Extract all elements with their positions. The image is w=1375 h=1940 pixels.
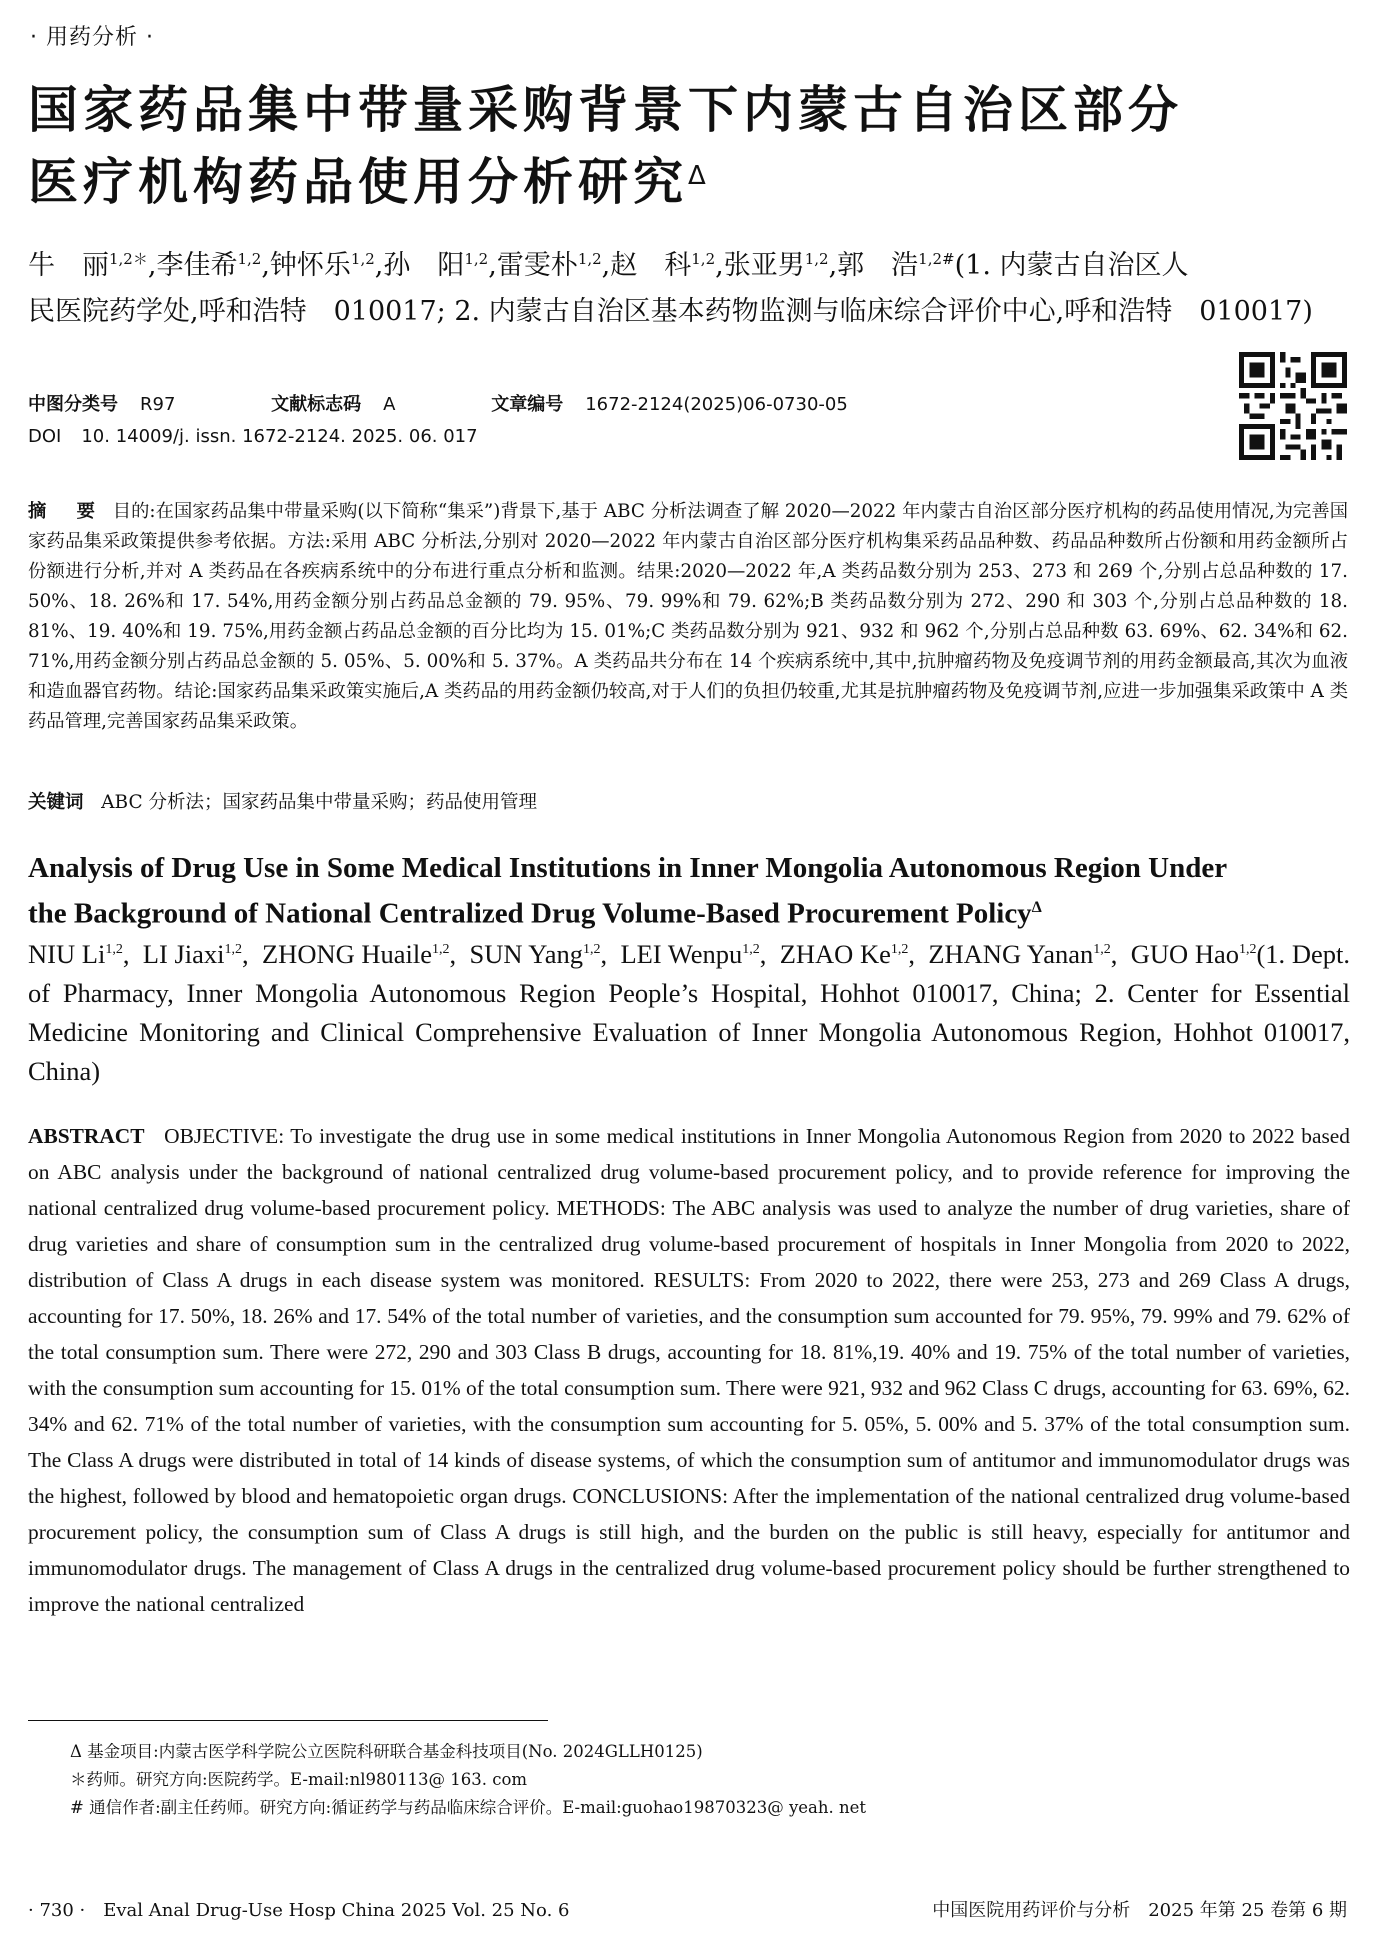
footnote-funding: Δ 基金项目:内蒙古医学科学院公立医院科研联合基金科技项目(No. 2024GLLH0125) [70,1742,703,1761]
footer-right: 中国医院用药评价与分析 2025 年第 25 卷第 6 期 [932,1900,1347,1921]
abstract-cn-label: 摘 要 [28,501,102,522]
keywords-cn [28,788,537,814]
keywords-cn-label: 关键词 [28,792,84,813]
author-en-sup: 1,2 [105,942,123,957]
authors-en: NIU Li$^{1,2}$, LI Jiaxi$^{1,2}$, ZHONG Huaile$^{1,2}$, SUN Yang$^{1,2}$, LEI Wenpu$^{1,2}$, ZHAO Ke$^{1,2}$, ZHANG Yanan$^{1,2}$, GUO Hao$^{1,2}$(1. Dept. of Pharmacy, Inner Mongolia Autonomous Region People’s Hospital, Hohhot 010017, China; 2. Center for Essential Medicine Monitoring and Clinical Comprehensive Evaluation of Inner Mongolia Autonomous Region, Hohhot 010017, China) [28,938,1350,1086]
author-en-name: LI Jiaxi [142,938,225,969]
authors-cn: 牛 丽$^{1,2*}$,李佳希$^{1,2}$,钟怀乐$^{1,2}$,孙 阳$^{1,2}$,雷雯朴$^{1,2}$,赵 科$^{1,2}$,张亚男$^{1,2}$,郭 浩$^{1,2\#}$(1. 内蒙古自治区人 民医院药学处,呼和浩特 010017; 2. 内蒙古自治区基本药物监测与临床综合评价中心,呼和浩特 010017) [28,236,1348,335]
title-line-1: 国家药品集中带量采购背景下内蒙古自治区部分 [28,81,1183,139]
doi-label: DOI [28,426,62,447]
affiliation-cn: (1. 内蒙古自治区人 [954,250,1189,281]
abstract-cn-text: 目的:在国家药品集中带量采购(以下简称“集采”)背景下,基于 ABC 分析法调查了解 2020—2022 年内蒙古自治区部分医疗机构的药品使用情况,为完善国家药品集采政策提供参考依据。方法:采用 ABC 分析法,分别对 2020—2022 年内蒙古自治区部分医疗机构集采药品品种数、药品品种数所占份额和用药金额所占份额进行分析,并对 A 类药品在各疾病系统中的分布进行重点分析和监测。结果:2020—2022 年,A 类药品数分别为 253、273 和 269 个,分别占总品种数的 17. 50%、18. 26%和 17. 54%,用药金额分别占药品总金额的 79. 95%、79. 99%和 79. 62%;B 类药品数分别为 272、290 和 303 个,分别占总品种数的 18. 81%、19. 40%和 19. 75%,用药金额占药品总金额的百分比均为 15. 01%;C 类药品数分别为 921、932 和 962 个,分别占总品种数 63. 69%、62. 34%和 62. 71%,用药金额分别占药品总金额的 5. 05%、5. 00%和 5. 37%。A 类药品共分布在 14 个疾病系统中,其中,抗肿瘤药物及免疫调节剂的用药金额最高,其次为血液和造血器官药物。结论:国家药品集采政策实施后,A 类药品的用药金额仍较高,对于人们的负担仍较重,尤其是抗肿瘤药物及免疫调节剂,应进一步加强集采政策中 A 类药品管理,完善国家药品集采政策。 [28,501,1348,732]
title-en-mark: Δ [1031,899,1042,916]
title-en-line-1: Analysis of Drug Use in Some Medical Institutions in Inner Mongolia Autonomous Region Under [28,852,1228,884]
abstract-cn [28,497,1348,737]
meta-row [28,390,848,416]
title-line-2 [28,146,1348,218]
footnote-divider [28,1720,548,1721]
author-sup: 1,2 [804,250,829,268]
artno-label: 文章编号 [491,394,564,415]
title-mark: Δ [688,161,711,191]
author-en-sup: 1,2 [224,942,243,957]
author-en-name: ZHONG Huaile [262,938,433,969]
author-sup: 1,2# [918,250,955,268]
author-name: 赵 科 [610,250,692,281]
author-name: 郭 浩 [837,250,919,281]
author-en-name: GUO Hao [1130,938,1239,969]
author-name: 孙 阳 [383,250,465,281]
title-en-line-2-text: the Background of National Centralized Drug Volume-Based Procurement Policy [28,897,1032,930]
doccode-value: A [383,394,396,415]
author-en-name: NIU Li [28,938,106,969]
author-sup: 1,2 [691,250,716,268]
doccode-label: 文献标志码 [271,394,362,415]
author-en-sup: 1,2 [890,942,909,957]
title-en [28,848,1353,934]
title-en-line-2 [28,888,1353,934]
author-en-sup: 1,2 [432,942,450,957]
abstract-en [28,1118,1350,1622]
author-en-sup: 1,2 [1093,942,1111,957]
author-sup: 1,2 [577,250,602,268]
abstract-en-text: OBJECTIVE: To investigate the drug use in some medical institutions in Inner Mongolia Autonomous Region from 2020 to 2022 based on ABC analysis under the background of national centralized drug volume-based procurement policy, and to provide reference for improving the national centralized drug volume-based procurement policy. METHODS: The ABC analysis was used to analyze the number of drug varieties, share of drug varieties and share of consumption sum in the centralized drug volume-based procurement of hospitals in Inner Mongolia from 2020 to 2022, distribution of Class A drugs in each disease system was monitored. RESULTS: From 2020 to 2022, there were 253, 273 and 269 Class A drugs, accounting for 17. 50%, 18. 26% and 17. 54% of the total number of varieties, and the consumption sum accounted for 79. 95%, 79. 99% and 79. 62% of the total consumption sum. There were 272, 290 and 303 Class B drugs, accounting for 18. 81%,19. 40% and 19. 75% of the total number of varieties, with the consumption sum accounting for 15. 01% of the total consumption sum. There were 921, 932 and 962 Class C drugs, accounting for 63. 69%, 62. 34% and 62. 71% of the total number of varieties, with the consumption sum accounting for 5. 05%, 5. 00% and 5. 37% of the total consumption sum. The Class A drugs were distributed in total of 14 kinds of disease systems, of which the consumption sum of antitumor and immunomodulator drugs was the highest, followed by blood and hematopoietic organ drugs. CONCLUSIONS: After the implementation of the national centralized drug volume-based procurement policy, the consumption sum of Class A drugs is still high, and the burden on the public is still heavy, especially for antitumor and immunomodulator drugs. The management of Class A drugs in the centralized drug volume-based procurement policy should be further strengthened to improve the national centralized [28,1124,1350,1616]
author-en-name: SUN Yang [469,938,583,969]
author-en-name: ZHAO Ke [779,938,891,969]
author-name: 钟怀乐 [269,250,351,281]
abstract-en-label: ABSTRACT [28,1124,145,1148]
author-sup: 1,2 [350,250,375,268]
title-line-2-text: 医疗机构药品使用分析研究 [28,153,688,211]
clc-value: R97 [140,394,176,415]
author-en-sup: 1,2 [742,942,760,957]
clc-label: 中图分类号 [28,394,118,415]
author-en-name: LEI Wenpu [620,938,743,969]
author-name: 雷雯朴 [496,250,578,281]
author-name: 李佳希 [156,250,238,281]
keywords-cn-text: ABC 分析法；国家药品集中带量采购；药品使用管理 [101,792,538,813]
affiliation-en: (1. Dept. of Pharmacy, Inner Mongolia Autonomous Region People’s Hospital, Hohhot 010017, China; 2. Center for Essential Medicine Monitoring and Clinical Comprehensive Evaluation of Inner Mongolia Autonomous Region, Hohhot 010017, China) [28,938,1350,1086]
author-en-sup: 1,2 [1238,942,1257,957]
footnote-author: ＊药师。研究方向:医院药学。E-mail:nl980113@ 163. com [70,1770,528,1789]
artno-value: 1672-2124(2025)06-0730-05 [585,394,848,415]
author-name: 张亚男 [723,250,805,281]
section-label: · 用药分析 · [30,25,154,50]
affiliation-cn-line-2: 民医院药学处,呼和浩特 010017; 2. 内蒙古自治区基本药物监测与临床综合评价中心,呼和浩特 010017) [28,296,1313,327]
qr-code-icon [1239,352,1347,460]
author-en-name: ZHANG Yanan [928,938,1094,969]
author-en-sup: 1,2 [582,942,601,957]
author-sup: 1,2 [464,250,489,268]
footnote-corresponding: # 通信作者:副主任药师。研究方向:循证药学与药品临床综合评价。E-mail:guohao19870323@ yeah. net [70,1798,867,1817]
title-cn [28,74,1348,218]
footer-left: · 730 · Eval Anal Drug-Use Hosp China 2025 Vol. 25 No. 6 [28,1900,570,1921]
author-sup: 1,2＊ [109,250,148,268]
author-name: 牛 丽 [28,250,109,281]
author-sup: 1,2 [237,250,262,268]
doi-value: 10. 14009/j. issn. 1672-2124. 2025. 06. 017 [81,426,478,447]
doi-row [28,426,478,447]
